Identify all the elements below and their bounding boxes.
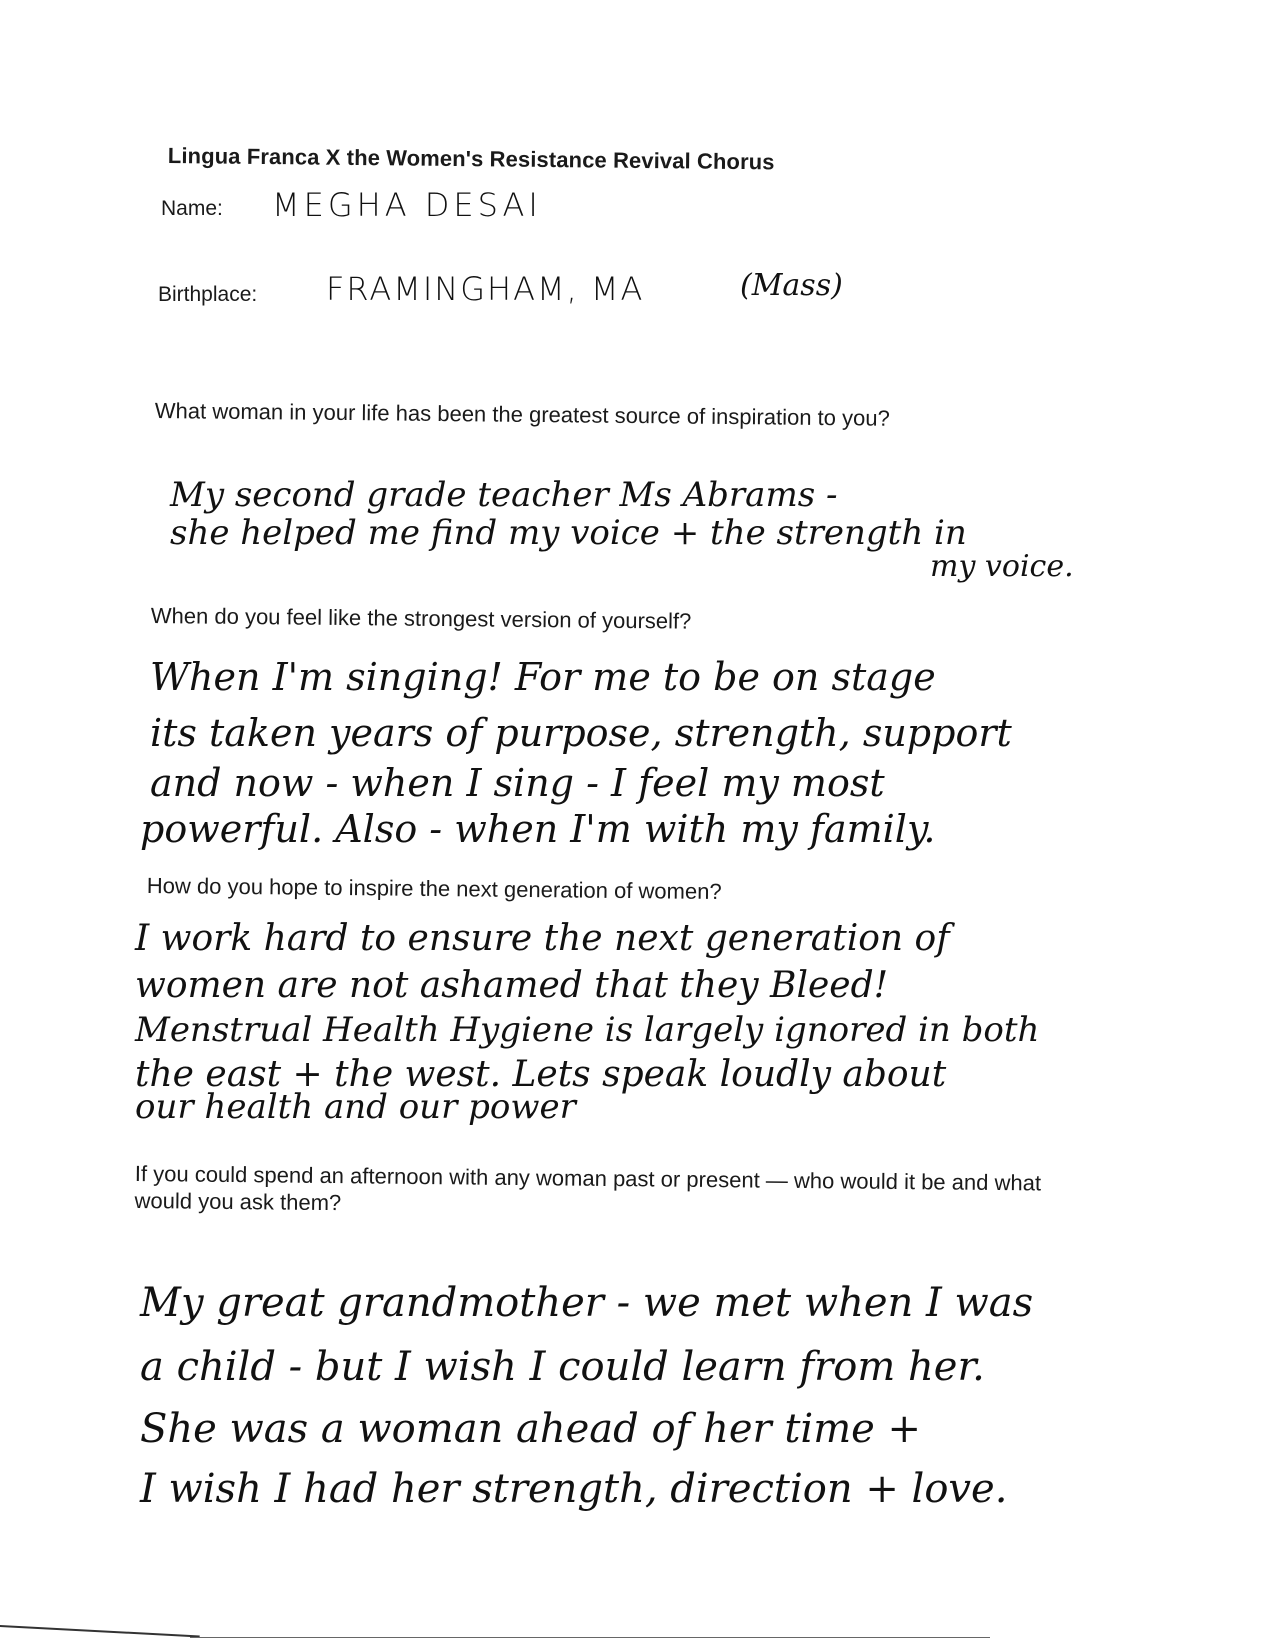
name-value: MEGHA DESAI [272,186,542,224]
question-1: What woman in your life has been the greatest source of inspiration to you? [154,397,890,431]
answer-4-line: a child - but I wish I could learn from her. [140,1344,985,1390]
answer-2 [140,655,1012,851]
answer-2-line: powerful. Also - when I'm with my family. [140,807,936,851]
answer-3-line: our health and our power [135,1087,576,1127]
answer-4-line: I wish I had her strength, direction + love. [140,1466,1008,1512]
answer-4-line: She was a woman ahead of her time + [140,1406,922,1452]
answer-3-line: women are not ashamed that they Bleed! [135,965,889,1006]
birthplace-value: FRAMINGHAM, MA [326,270,645,308]
answer-4 [140,1280,1033,1512]
answer-4-line: My great grandmother - we met when I was [140,1280,1034,1326]
scan-artifact-line [190,1637,990,1638]
question-2: When do you feel like the strongest version of yourself? [150,602,692,634]
answer-1-line: she helped me find my voice + the strength in [170,513,967,553]
answer-3 [135,918,1039,1135]
answer-1-line: My second grade teacher Ms Abrams - [170,475,838,515]
question-3: How do you hope to inspire the next generation of women? [146,872,722,905]
name-label: Name: [161,197,223,220]
answer-3-line: Menstrual Health Hygiene is largely ignored in both [135,1010,1040,1050]
form-title: Lingua Franca X the Women's Resistance Revival Chorus [167,143,775,175]
scan-artifact-line [0,1625,200,1637]
answer-2-line: When I'm singing! For me to be on stage [150,655,936,699]
birthplace-note: (Mass) [740,268,843,303]
answer-2-line: and now - when I sing - I feel my most [150,761,885,805]
birthplace-label: Birthplace: [158,283,258,306]
answer-1 [170,475,1074,590]
answer-1-line: my voice. [930,549,1074,584]
question-4: If you could spend an afternoon with any woman past or present — who would it be and what would you ask them? [134,1161,1042,1216]
answer-3-line: the east + the west. Lets speak loudly about [135,1054,947,1095]
answer-2-line: its taken years of purpose, strength, support [150,711,1012,755]
answer-3-line: I work hard to ensure the next generation of [135,918,950,959]
